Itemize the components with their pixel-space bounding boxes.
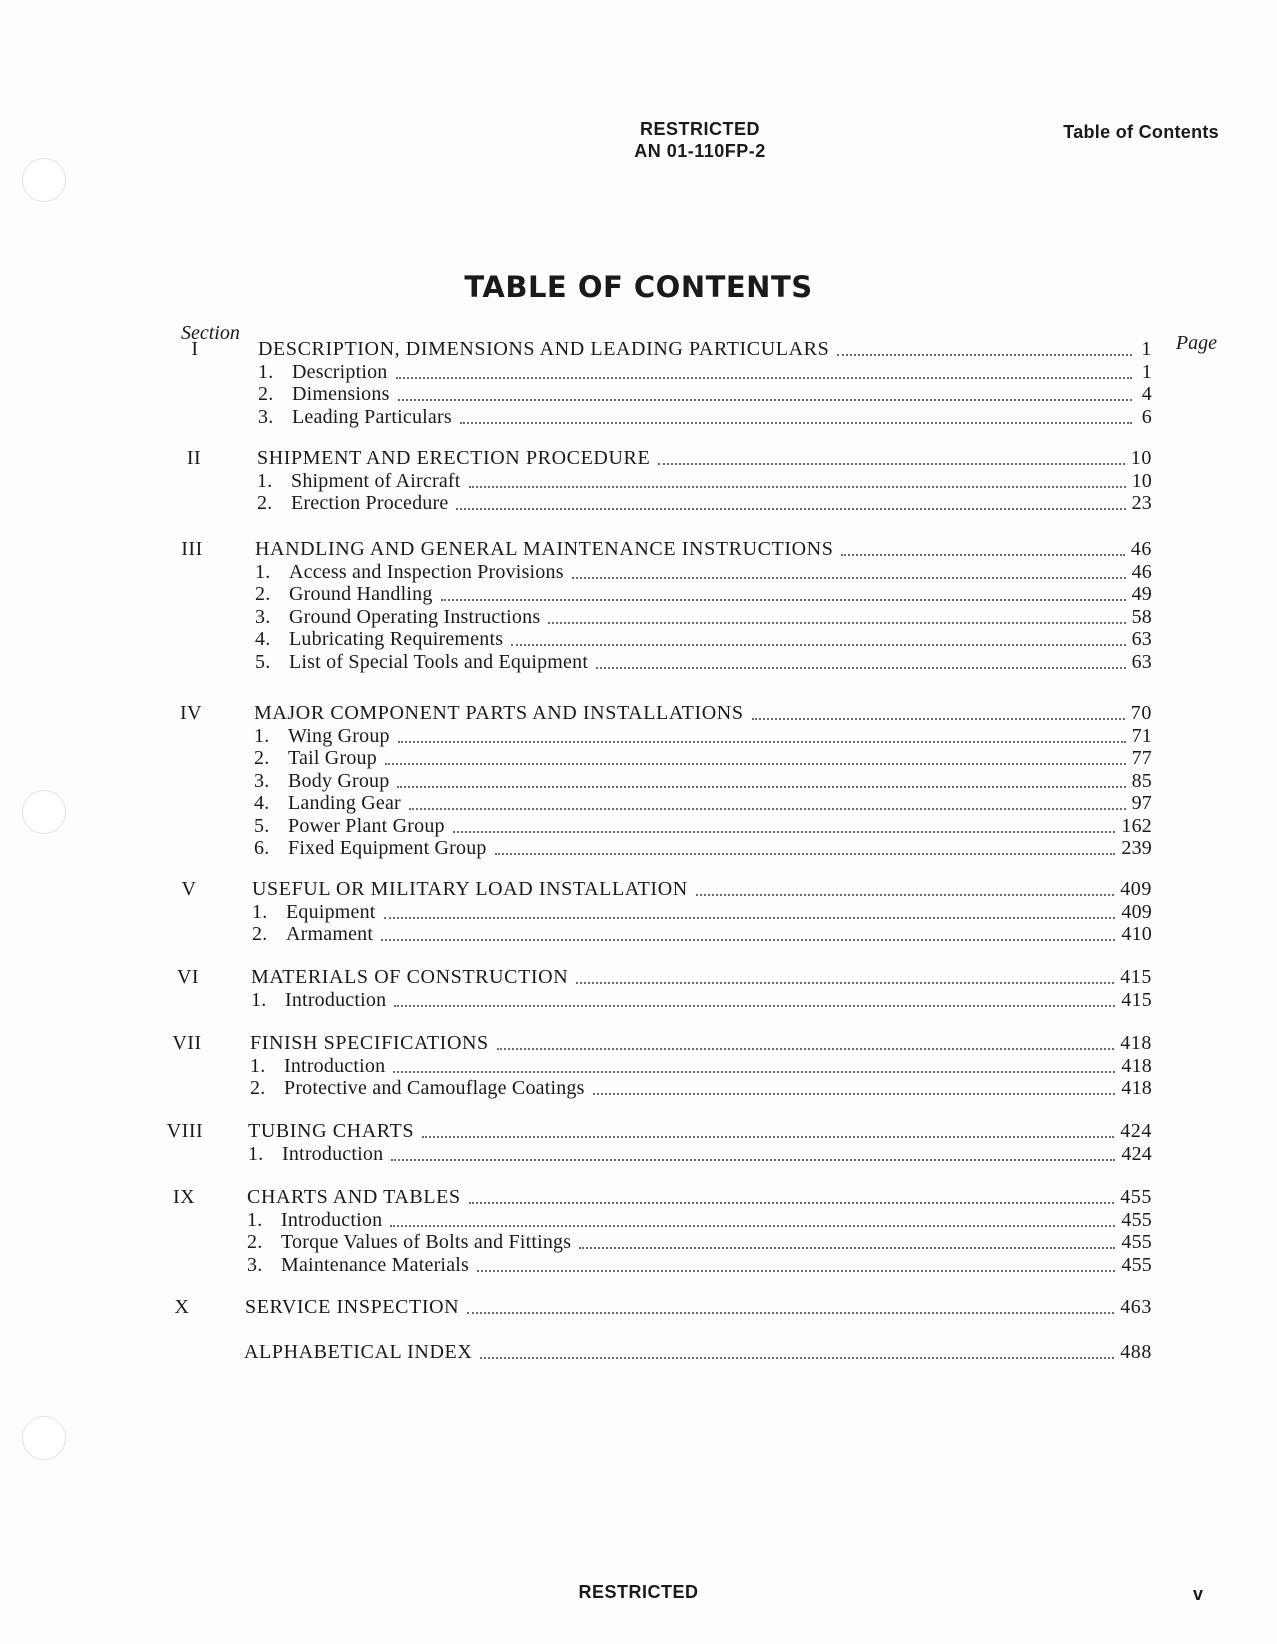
subsection-entry[interactable] xyxy=(254,815,1152,837)
entry-number: 3. xyxy=(255,606,271,628)
dot-leader xyxy=(381,939,1115,941)
dot-leader xyxy=(837,354,1132,356)
page-title: TABLE OF CONTENTS xyxy=(464,270,813,304)
dot-leader xyxy=(398,741,1126,743)
entry-title: Introduction xyxy=(284,1055,386,1077)
entry-page-number: 10 xyxy=(1130,447,1152,469)
section-entry[interactable] xyxy=(251,966,1152,988)
entry-page-number: 58 xyxy=(1131,606,1152,628)
subsection-entry[interactable] xyxy=(247,1231,1152,1253)
subsection-entry[interactable] xyxy=(252,901,1152,923)
entry-title: Equipment xyxy=(286,901,376,923)
entry-title: CHARTS AND TABLES xyxy=(247,1186,461,1208)
entry-number: 5. xyxy=(255,651,271,673)
dot-leader xyxy=(394,1005,1115,1007)
entry-page-number: 63 xyxy=(1131,651,1152,673)
section-entry[interactable] xyxy=(254,702,1152,724)
dot-leader xyxy=(396,377,1132,379)
subsection-entry[interactable] xyxy=(255,628,1152,650)
entry-title: ALPHABETICAL INDEX xyxy=(244,1341,473,1363)
entry-number: 1. xyxy=(248,1143,264,1165)
entry-number: 6. xyxy=(254,837,270,859)
entry-number: 2. xyxy=(247,1231,263,1253)
entry-title: USEFUL OR MILITARY LOAD INSTALLATION xyxy=(252,878,688,900)
entry-number: 1. xyxy=(252,901,268,923)
entry-title: Wing Group xyxy=(288,725,390,747)
subsection-entry[interactable] xyxy=(258,406,1152,428)
page-column-label: Page xyxy=(1175,332,1217,354)
dot-leader xyxy=(384,917,1116,919)
subsection-entry[interactable] xyxy=(254,837,1152,859)
section-entry[interactable] xyxy=(245,1296,1152,1318)
entry-title: MATERIALS OF CONSTRUCTION xyxy=(251,966,569,988)
entry-title: List of Special Tools and Equipment xyxy=(289,651,589,673)
entry-title: Fixed Equipment Group xyxy=(288,837,487,859)
subsection-entry[interactable] xyxy=(250,1077,1152,1099)
entry-page-number: 424 xyxy=(1121,1143,1152,1165)
entry-page-number: 455 xyxy=(1120,1186,1152,1208)
subsection-entry[interactable] xyxy=(250,1055,1152,1077)
entry-title: DESCRIPTION, DIMENSIONS AND LEADING PARTICULARS xyxy=(258,338,830,360)
entry-number: 1. xyxy=(255,561,271,583)
dot-leader xyxy=(548,622,1125,624)
dot-leader xyxy=(752,718,1125,720)
entry-title: TUBING CHARTS xyxy=(248,1120,415,1142)
section-numeral: V xyxy=(181,878,197,900)
entry-number: 5. xyxy=(254,815,270,837)
entry-title: Introduction xyxy=(285,989,387,1011)
entry-page-number: 23 xyxy=(1131,492,1152,514)
dot-leader xyxy=(390,1225,1115,1227)
entry-page-number: 409 xyxy=(1120,878,1152,900)
dot-leader xyxy=(409,808,1126,810)
entry-number: 2. xyxy=(250,1077,266,1099)
subsection-entry[interactable] xyxy=(247,1209,1152,1231)
subsection-entry[interactable] xyxy=(247,1254,1152,1276)
entry-title: Tail Group xyxy=(288,747,377,769)
dot-leader xyxy=(391,1159,1115,1161)
entry-number: 2. xyxy=(258,383,274,405)
dot-leader xyxy=(422,1136,1114,1138)
dot-leader xyxy=(579,1247,1115,1249)
dot-leader xyxy=(393,1071,1115,1073)
entry-title: Ground Handling xyxy=(289,583,433,605)
entry-page-number: 97 xyxy=(1131,792,1152,814)
dot-leader xyxy=(469,1202,1114,1204)
entry-page-number: 410 xyxy=(1121,923,1152,945)
entry-page-number: 418 xyxy=(1120,1032,1152,1054)
subsection-entry[interactable] xyxy=(254,792,1152,814)
entry-page-number: 424 xyxy=(1120,1120,1152,1142)
dot-leader xyxy=(467,1312,1114,1314)
entry-page-number: 455 xyxy=(1121,1209,1152,1231)
section-entry[interactable] xyxy=(247,1186,1152,1208)
entry-page-number: 46 xyxy=(1130,538,1152,560)
entry-title: Torque Values of Bolts and Fittings xyxy=(281,1231,572,1253)
entry-page-number: 63 xyxy=(1131,628,1152,650)
dot-leader xyxy=(511,644,1125,646)
section-entry[interactable] xyxy=(258,338,1152,360)
entry-page-number: 418 xyxy=(1121,1055,1152,1077)
footer-page-number: v xyxy=(1192,1584,1203,1604)
section-entry[interactable] xyxy=(248,1120,1152,1142)
entry-number: 3. xyxy=(258,406,274,428)
header-right-label: Table of Contents xyxy=(1063,122,1219,142)
subsection-entry[interactable] xyxy=(255,651,1152,673)
entry-number: 1. xyxy=(247,1209,263,1231)
entry-number: 4. xyxy=(255,628,271,650)
entry-page-number: 418 xyxy=(1121,1077,1152,1099)
entry-title: MAJOR COMPONENT PARTS AND INSTALLATIONS xyxy=(254,702,744,724)
entry-page-number: 415 xyxy=(1121,989,1152,1011)
subsection-entry[interactable] xyxy=(251,989,1152,1011)
section-numeral: II xyxy=(186,447,202,469)
subsection-entry[interactable] xyxy=(257,492,1152,514)
entry-page-number: 77 xyxy=(1131,747,1152,769)
dot-leader xyxy=(460,422,1132,424)
section-numeral: III xyxy=(181,538,203,560)
header-doc-number: AN 01-110FP-2 xyxy=(634,141,766,161)
entry-number: 1. xyxy=(251,989,267,1011)
entry-title: Erection Procedure xyxy=(291,492,449,514)
entry-number: 2. xyxy=(257,492,273,514)
entry-page-number: 162 xyxy=(1121,815,1152,837)
entry-title: HANDLING AND GENERAL MAINTENANCE INSTRUCTIONS xyxy=(255,538,834,560)
entry-number: 2. xyxy=(255,583,271,605)
entry-title: Armament xyxy=(286,923,374,945)
dot-leader xyxy=(576,982,1114,984)
entry-title: Access and Inspection Provisions xyxy=(289,561,564,583)
dot-leader xyxy=(480,1357,1114,1359)
entry-title: Dimensions xyxy=(292,383,390,405)
entry-page-number: 455 xyxy=(1121,1231,1152,1253)
dot-leader xyxy=(453,831,1116,833)
dot-leader xyxy=(596,667,1126,669)
entry-title: Power Plant Group xyxy=(288,815,445,837)
footer-classification: RESTRICTED xyxy=(578,1582,699,1602)
section-numeral: X xyxy=(174,1296,190,1318)
section-column-label: Section xyxy=(181,322,240,344)
entry-number: 3. xyxy=(247,1254,263,1276)
entry-page-number: 1 xyxy=(1141,338,1152,360)
dot-leader xyxy=(398,399,1132,401)
section-numeral: VIII xyxy=(166,1120,204,1142)
entry-title: Introduction xyxy=(281,1209,383,1231)
section-numeral: VII xyxy=(172,1032,202,1054)
dot-leader xyxy=(441,599,1126,601)
entry-page-number: 6 xyxy=(1141,406,1152,428)
section-entry[interactable] xyxy=(255,538,1152,560)
section-entry[interactable] xyxy=(244,1341,1152,1363)
entry-title: Lubricating Requirements xyxy=(289,628,504,650)
dot-leader xyxy=(658,463,1125,465)
entry-number: 1. xyxy=(250,1055,266,1077)
entry-title: Description xyxy=(292,361,388,383)
entry-number: 2. xyxy=(252,923,268,945)
section-numeral: IV xyxy=(179,702,203,724)
subsection-entry[interactable] xyxy=(255,606,1152,628)
entry-page-number: 239 xyxy=(1121,837,1152,859)
subsection-entry[interactable] xyxy=(254,747,1152,769)
entry-number: 1. xyxy=(254,725,270,747)
entry-page-number: 71 xyxy=(1131,725,1152,747)
entry-title: Maintenance Materials xyxy=(281,1254,470,1276)
entry-page-number: 1 xyxy=(1141,361,1152,383)
entry-page-number: 70 xyxy=(1130,702,1152,724)
entry-page-number: 46 xyxy=(1131,561,1152,583)
entry-title: FINISH SPECIFICATIONS xyxy=(250,1032,489,1054)
dot-leader xyxy=(495,853,1116,855)
subsection-entry[interactable] xyxy=(254,725,1152,747)
dot-leader xyxy=(397,786,1125,788)
entry-number: 4. xyxy=(254,792,270,814)
entry-number: 1. xyxy=(258,361,274,383)
entry-number: 3. xyxy=(254,770,270,792)
entry-page-number: 463 xyxy=(1120,1296,1152,1318)
subsection-entry[interactable] xyxy=(258,361,1152,383)
dot-leader xyxy=(841,554,1124,556)
entry-title: Body Group xyxy=(288,770,390,792)
entry-page-number: 4 xyxy=(1141,383,1152,405)
subsection-entry[interactable] xyxy=(255,561,1152,583)
subsection-entry[interactable] xyxy=(255,583,1152,605)
header-classification: RESTRICTED xyxy=(639,119,760,139)
dot-leader xyxy=(456,508,1125,510)
dot-leader xyxy=(497,1048,1114,1050)
entry-page-number: 85 xyxy=(1131,770,1152,792)
entry-number: 2. xyxy=(254,747,270,769)
entry-page-number: 409 xyxy=(1121,901,1152,923)
section-entry[interactable] xyxy=(257,447,1152,469)
entry-page-number: 10 xyxy=(1131,470,1152,492)
subsection-entry[interactable] xyxy=(257,470,1152,492)
subsection-entry[interactable] xyxy=(258,383,1152,405)
section-entry[interactable] xyxy=(252,878,1152,900)
entry-title: Introduction xyxy=(282,1143,384,1165)
section-numeral: VI xyxy=(176,966,200,988)
entry-title: Leading Particulars xyxy=(292,406,452,428)
entry-page-number: 488 xyxy=(1120,1341,1152,1363)
subsection-entry[interactable] xyxy=(252,923,1152,945)
entry-title: Landing Gear xyxy=(288,792,401,814)
dot-leader xyxy=(469,486,1126,488)
entry-number: 1. xyxy=(257,470,273,492)
subsection-entry[interactable] xyxy=(254,770,1152,792)
entry-title: SHIPMENT AND ERECTION PROCEDURE xyxy=(257,447,651,469)
subsection-entry[interactable] xyxy=(248,1143,1152,1165)
entry-page-number: 415 xyxy=(1120,966,1152,988)
entry-page-number: 49 xyxy=(1131,583,1152,605)
section-numeral: I xyxy=(191,338,199,360)
dot-leader xyxy=(696,894,1114,896)
dot-leader xyxy=(572,577,1126,579)
entry-title: Protective and Camouflage Coatings xyxy=(284,1077,585,1099)
dot-leader xyxy=(385,763,1126,765)
entry-title: SERVICE INSPECTION xyxy=(245,1296,460,1318)
section-numeral: IX xyxy=(172,1186,196,1208)
entry-title: Shipment of Aircraft xyxy=(291,470,461,492)
section-entry[interactable] xyxy=(250,1032,1152,1054)
dot-leader xyxy=(477,1270,1115,1272)
entry-page-number: 455 xyxy=(1121,1254,1152,1276)
dot-leader xyxy=(593,1093,1116,1095)
entry-title: Ground Operating Instructions xyxy=(289,606,541,628)
